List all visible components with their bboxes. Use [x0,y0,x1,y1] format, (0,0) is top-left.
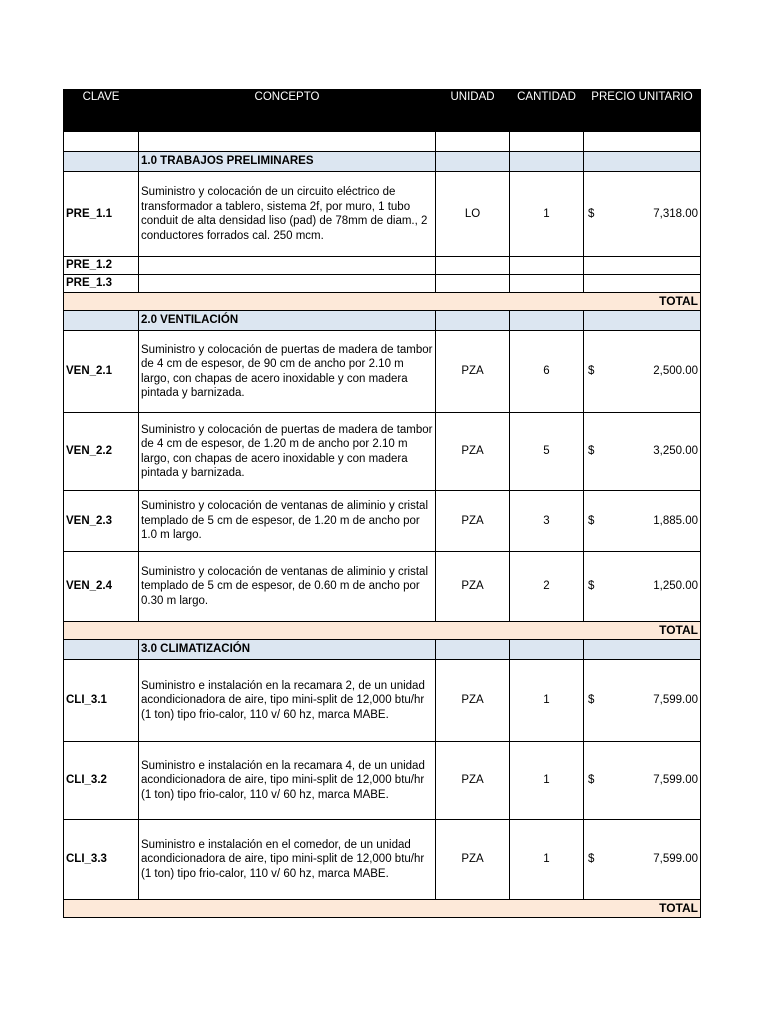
clave-cell[interactable]: VEN_2.1 [64,331,139,413]
precio-cell[interactable] [584,660,701,742]
table-row [64,413,701,491]
clave-cell[interactable]: CLI_3.1 [64,660,139,742]
total-label[interactable]: TOTAL [64,900,701,918]
price-value: 1,250.00 [653,580,698,593]
precio-cell[interactable] [584,331,701,413]
price-value: 7,599.00 [653,853,698,866]
currency-symbol: $ [588,365,595,378]
concepto-cell[interactable]: Suministro y colocación de un circuito eléctrico de transformador a tablero, sistema 2f, por muro, 1 tubo conduit de alta densidad liso (pad) de 78mm de diam., 2 conductores forrados cal. 250 mcm. [139,172,436,257]
header-clave: CLAVE [64,90,139,132]
header-cantidad: CANTIDAD [510,90,584,132]
price-value: 1,885.00 [653,514,698,527]
table-row [64,257,701,275]
cell[interactable] [510,132,584,152]
total-label[interactable]: TOTAL [64,293,701,311]
table-row [64,820,701,900]
unidad-cell[interactable]: PZA [436,742,510,820]
table-row [64,491,701,552]
currency-symbol: $ [588,694,595,707]
table-row [64,660,701,742]
cantidad-cell[interactable]: 2 [510,552,584,622]
concepto-cell[interactable]: Suministro e instalación en el comedor, de un unidad acondicionadora de aire, tipo mini-split de 12,000 btu/hr (1 ton) tipo frio-calor, 110 v/ 60 hz, marca MABE. [139,820,436,900]
budget-table [63,89,701,918]
concepto-cell[interactable] [139,257,436,275]
concepto-cell[interactable]: Suministro y colocación de puertas de madera de tambor de 4 cm de espesor, de 90 cm de ancho por 2.10 m largo, con chapas de acero inoxidable y con madera pintada y barnizada. [139,331,436,413]
unidad-cell[interactable]: PZA [436,491,510,552]
unidad-cell[interactable] [436,275,510,293]
precio-cell[interactable] [584,742,701,820]
cell[interactable] [584,640,701,660]
cell[interactable] [584,311,701,331]
precio-cell[interactable] [584,552,701,622]
header-precio-unitario: PRECIO UNITARIO [584,90,701,132]
cell[interactable] [64,311,139,331]
clave-cell[interactable]: PRE_1.3 [64,275,139,293]
section-header-row [64,640,701,660]
clave-cell[interactable]: VEN_2.2 [64,413,139,491]
price-value: 3,250.00 [653,445,698,458]
header-unidad: UNIDAD [436,90,510,132]
cantidad-cell[interactable]: 1 [510,820,584,900]
currency-symbol: $ [588,580,595,593]
cell[interactable] [139,132,436,152]
cell[interactable] [436,132,510,152]
cell[interactable] [510,152,584,172]
cell[interactable] [64,640,139,660]
table-row [64,172,701,257]
clave-cell[interactable]: VEN_2.3 [64,491,139,552]
cell[interactable] [64,152,139,172]
concepto-cell[interactable]: Suministro y colocación de ventanas de aliminio y cristal templado de 5 cm de espesor, de 0.60 m de ancho por 0.30 m largo. [139,552,436,622]
clave-cell[interactable]: PRE_1.2 [64,257,139,275]
header-row [64,90,701,132]
precio-cell[interactable] [584,275,701,293]
total-row [64,622,701,640]
total-label[interactable]: TOTAL [64,622,701,640]
cell[interactable] [436,311,510,331]
currency-symbol: $ [588,514,595,527]
precio-cell[interactable] [584,257,701,275]
concepto-cell[interactable]: Suministro e instalación en la recamara 4, de un unidad acondicionadora de aire, tipo mini-split de 12,000 btu/hr (1 ton) tipo frio-calor, 110 v/ 60 hz, marca MABE. [139,742,436,820]
total-row [64,900,701,918]
clave-cell[interactable]: VEN_2.4 [64,552,139,622]
section-title[interactable]: 1.0 TRABAJOS PRELIMINARES [139,152,436,172]
precio-cell[interactable] [584,491,701,552]
cell[interactable] [510,640,584,660]
price-value: 7,318.00 [653,207,698,220]
currency-symbol: $ [588,853,595,866]
cell[interactable] [510,311,584,331]
cantidad-cell[interactable] [510,275,584,293]
cantidad-cell[interactable]: 1 [510,172,584,257]
unidad-cell[interactable]: LO [436,172,510,257]
unidad-cell[interactable]: PZA [436,413,510,491]
cantidad-cell[interactable]: 5 [510,413,584,491]
unidad-cell[interactable] [436,257,510,275]
clave-cell[interactable]: CLI_3.2 [64,742,139,820]
total-row [64,293,701,311]
concepto-cell[interactable]: Suministro y colocación de ventanas de aliminio y cristal templado de 5 cm de espesor, de 1.20 m de ancho por 1.0 m largo. [139,491,436,552]
concepto-cell[interactable]: Suministro y colocación de puertas de madera de tambor de 4 cm de espesor, de 1.20 m de ancho por 2.10 m largo, con chapas de acero inoxidable y con madera pintada y barnizada. [139,413,436,491]
header-concepto: CONCEPTO [139,90,436,132]
unidad-cell[interactable]: PZA [436,331,510,413]
cantidad-cell[interactable]: 1 [510,660,584,742]
cell[interactable] [64,132,139,152]
currency-symbol: $ [588,445,595,458]
currency-symbol: $ [588,774,595,787]
table-row [64,331,701,413]
clave-cell[interactable]: PRE_1.1 [64,172,139,257]
currency-symbol: $ [588,207,595,220]
cell[interactable] [436,640,510,660]
section-header-row [64,311,701,331]
table-row [64,552,701,622]
cell[interactable] [436,152,510,172]
cantidad-cell[interactable]: 3 [510,491,584,552]
price-value: 7,599.00 [653,774,698,787]
cantidad-cell[interactable]: 6 [510,331,584,413]
precio-cell[interactable] [584,820,701,900]
precio-cell[interactable] [584,172,701,257]
concepto-cell[interactable] [139,275,436,293]
cell[interactable] [584,152,701,172]
section-title[interactable]: 2.0 VENTILACIÓN [139,311,436,331]
concepto-cell[interactable]: Suministro e instalación en la recamara 2, de un unidad acondicionadora de aire, tipo mini-split de 12,000 btu/hr (1 ton) tipo frio-calor, 110 v/ 60 hz, marca MABE. [139,660,436,742]
blank-row [64,132,701,152]
unidad-cell[interactable]: PZA [436,820,510,900]
unidad-cell[interactable]: PZA [436,552,510,622]
cantidad-cell[interactable] [510,257,584,275]
section-header-row [64,152,701,172]
price-value: 2,500.00 [653,365,698,378]
table-row [64,742,701,820]
cantidad-cell[interactable]: 1 [510,742,584,820]
unidad-cell[interactable]: PZA [436,660,510,742]
clave-cell[interactable]: CLI_3.3 [64,820,139,900]
section-title[interactable]: 3.0 CLIMATIZACIÓN [139,640,436,660]
price-value: 7,599.00 [653,694,698,707]
table-row [64,275,701,293]
precio-cell[interactable] [584,413,701,491]
cell[interactable] [584,132,701,152]
